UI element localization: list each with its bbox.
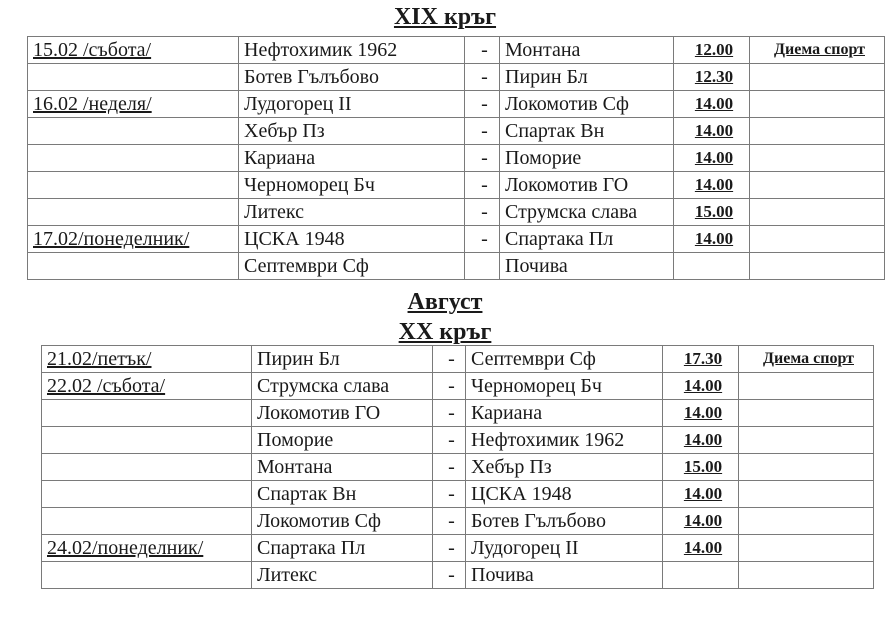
- separator-cell: -: [465, 118, 500, 145]
- date-cell: [42, 562, 252, 589]
- separator-cell: -: [433, 400, 466, 427]
- kickoff-time-cell: 14.00: [674, 226, 750, 253]
- home-team-cell: Спартак Вн: [252, 481, 433, 508]
- kickoff-time-cell: 14.00: [663, 373, 739, 400]
- kickoff-time-cell: 14.00: [674, 91, 750, 118]
- separator-cell: [465, 253, 500, 280]
- separator-cell: -: [465, 226, 500, 253]
- date-cell: [42, 454, 252, 481]
- fixture-row: [42, 481, 874, 508]
- broadcaster-cell: [739, 373, 874, 400]
- date-cell: 16.02 /неделя/: [28, 91, 239, 118]
- fixture-row: [42, 373, 874, 400]
- home-team-cell: Струмска слава: [252, 373, 433, 400]
- away-team-cell: Струмска слава: [500, 199, 674, 226]
- broadcaster-cell: [750, 64, 885, 91]
- away-team-cell: Спартака Пл: [500, 226, 674, 253]
- fixture-row: [28, 91, 885, 118]
- date-cell: 24.02/понеделник/: [42, 535, 252, 562]
- home-team-cell: Септември Сф: [239, 253, 465, 280]
- separator-cell: -: [433, 508, 466, 535]
- separator-cell: -: [433, 562, 466, 589]
- separator-cell: -: [465, 37, 500, 64]
- broadcaster-cell: [750, 172, 885, 199]
- separator-cell: -: [433, 481, 466, 508]
- home-team-cell: Хебър Пз: [239, 118, 465, 145]
- kickoff-time-cell: 12.30: [674, 64, 750, 91]
- away-team-cell: Монтана: [500, 37, 674, 64]
- broadcaster-cell: [750, 118, 885, 145]
- fixture-row: [28, 253, 885, 280]
- fixture-row: [42, 427, 874, 454]
- kickoff-time-cell: [674, 253, 750, 280]
- date-cell: [28, 172, 239, 199]
- kickoff-time-cell: 15.00: [674, 199, 750, 226]
- home-team-cell: Ботев Гълъбово: [239, 64, 465, 91]
- kickoff-time-cell: 14.00: [663, 508, 739, 535]
- date-cell: 21.02/петък/: [42, 346, 252, 373]
- home-team-cell: Локомотив ГО: [252, 400, 433, 427]
- home-team-cell: Спартака Пл: [252, 535, 433, 562]
- kickoff-time-cell: 14.00: [674, 172, 750, 199]
- separator-cell: -: [465, 91, 500, 118]
- home-team-cell: Литекс: [239, 199, 465, 226]
- fixture-row: [42, 535, 874, 562]
- home-team-cell: Лудогорец II: [239, 91, 465, 118]
- away-team-cell: Пирин Бл: [500, 64, 674, 91]
- fixture-row: [42, 562, 874, 589]
- date-cell: [28, 64, 239, 91]
- away-team-cell: Хебър Пз: [466, 454, 663, 481]
- broadcaster-cell: [739, 454, 874, 481]
- home-team-cell: Нефтохимик 1962: [239, 37, 465, 64]
- fixture-row: [28, 64, 885, 91]
- away-team-cell: Нефтохимик 1962: [466, 427, 663, 454]
- broadcaster-cell: [750, 91, 885, 118]
- home-team-cell: Пирин Бл: [252, 346, 433, 373]
- round-19-title: XIX кръг: [393, 4, 497, 30]
- date-cell: [42, 400, 252, 427]
- home-team-cell: Поморие: [252, 427, 433, 454]
- fixture-row: [28, 37, 885, 64]
- home-team-cell: Монтана: [252, 454, 433, 481]
- broadcaster-cell: [739, 481, 874, 508]
- home-team-cell: Литекс: [252, 562, 433, 589]
- fixture-row: [42, 400, 874, 427]
- separator-cell: -: [465, 199, 500, 226]
- date-cell: [28, 253, 239, 280]
- date-cell: [42, 508, 252, 535]
- separator-cell: -: [433, 346, 466, 373]
- kickoff-time-cell: 14.00: [674, 118, 750, 145]
- date-cell: 17.02/понеделник/: [28, 226, 239, 253]
- broadcaster-cell: [739, 427, 874, 454]
- month-label: Август: [407, 289, 483, 315]
- away-team-cell: Почива: [466, 562, 663, 589]
- kickoff-time-cell: [663, 562, 739, 589]
- kickoff-time-cell: 14.00: [674, 145, 750, 172]
- away-team-cell: Лудогорец II: [466, 535, 663, 562]
- round-20-table: [41, 345, 874, 589]
- broadcaster-cell: [750, 226, 885, 253]
- date-cell: 22.02 /събота/: [42, 373, 252, 400]
- broadcaster-cell: [750, 145, 885, 172]
- fixture-row: [28, 145, 885, 172]
- away-team-cell: Поморие: [500, 145, 674, 172]
- kickoff-time-cell: 14.00: [663, 427, 739, 454]
- broadcaster-cell: Диема спорт: [750, 37, 885, 64]
- kickoff-time-cell: 15.00: [663, 454, 739, 481]
- separator-cell: -: [433, 427, 466, 454]
- home-team-cell: ЦСКА 1948: [239, 226, 465, 253]
- kickoff-time-cell: 12.00: [674, 37, 750, 64]
- away-team-cell: Локомотив Сф: [500, 91, 674, 118]
- home-team-cell: Локомотив Сф: [252, 508, 433, 535]
- fixture-row: [28, 118, 885, 145]
- kickoff-time-cell: 14.00: [663, 535, 739, 562]
- separator-cell: -: [433, 535, 466, 562]
- home-team-cell: Черноморец Бч: [239, 172, 465, 199]
- away-team-cell: Кариана: [466, 400, 663, 427]
- fixture-row: [42, 454, 874, 481]
- fixture-row: [42, 346, 874, 373]
- separator-cell: -: [465, 172, 500, 199]
- away-team-cell: Спартак Вн: [500, 118, 674, 145]
- date-cell: [28, 199, 239, 226]
- broadcaster-cell: [739, 400, 874, 427]
- away-team-cell: Почива: [500, 253, 674, 280]
- fixture-row: [42, 508, 874, 535]
- kickoff-time-cell: 14.00: [663, 481, 739, 508]
- date-cell: 15.02 /събота/: [28, 37, 239, 64]
- separator-cell: -: [465, 64, 500, 91]
- kickoff-time-cell: 14.00: [663, 400, 739, 427]
- round-19-table: [27, 36, 885, 280]
- broadcaster-cell: [739, 562, 874, 589]
- round-20-title: XX кръг: [398, 319, 492, 345]
- broadcaster-cell: [750, 253, 885, 280]
- away-team-cell: Ботев Гълъбово: [466, 508, 663, 535]
- date-cell: [28, 118, 239, 145]
- date-cell: [42, 481, 252, 508]
- fixture-row: [28, 199, 885, 226]
- date-cell: [28, 145, 239, 172]
- away-team-cell: Черноморец Бч: [466, 373, 663, 400]
- broadcaster-cell: [750, 199, 885, 226]
- broadcaster-cell: [739, 508, 874, 535]
- separator-cell: -: [433, 454, 466, 481]
- broadcaster-cell: Диема спорт: [739, 346, 874, 373]
- away-team-cell: ЦСКА 1948: [466, 481, 663, 508]
- separator-cell: -: [465, 145, 500, 172]
- fixture-row: [28, 172, 885, 199]
- date-cell: [42, 427, 252, 454]
- home-team-cell: Кариана: [239, 145, 465, 172]
- fixture-row: [28, 226, 885, 253]
- separator-cell: -: [433, 373, 466, 400]
- broadcaster-cell: [739, 535, 874, 562]
- kickoff-time-cell: 17.30: [663, 346, 739, 373]
- away-team-cell: Локомотив ГО: [500, 172, 674, 199]
- away-team-cell: Септември Сф: [466, 346, 663, 373]
